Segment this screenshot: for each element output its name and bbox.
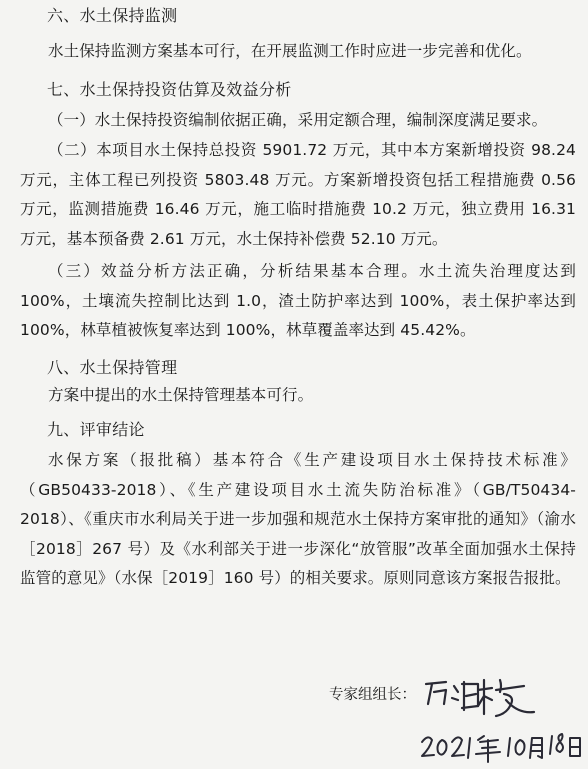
section-7-title: 七、水土保持投资估算及效益分析 <box>47 80 292 99</box>
section-9-body: 水保方案（报批稿）基本符合《生产建设项目水土保持技术标准》（GB50433-2018）、《生产建设项目水土流失防治标准》（GB/T50434-2018）、《重庆市水利局关于进一步加强和规范水土保持方案审批的通知》（渝水［2018］267 号）及《水利部关于进一步深化“放管服”改革全面加强水土保持监管的意见》（水保［2019］160 号）的相关要求。原则同意该方案报告报批。 <box>20 451 576 587</box>
handwritten-date <box>418 728 584 766</box>
section-8-body: 方案中提出的水土保持管理基本可行。 <box>48 386 314 404</box>
section-7-para-3: （三）效益分析方法正确，分析结果基本合理。水土流失治理度达到 100%，土壤流失控制比达到 1.0，渣土防护率达到 100%，表土保护率达到 100%，林草植被恢复率达到 100%，林草覆盖率达到 45.42%。 <box>20 262 576 339</box>
section-6-body: 水土保持监测方案基本可行，在开展监测工作时应进一步完善和优化。 <box>48 42 532 60</box>
section-9-title: 九、评审结论 <box>47 420 145 439</box>
section-7-para-2: （二）本项目水土保持总投资 5901.72 万元，其中本方案新增投资 98.24 万元，主体工程已列投资 5803.48 万元。方案新增投资包括工程措施费 0.56 万元，监测措施费 16.46 万元，施工临时措施费 10.2 万元，独立费用 16.31 万元，基本预备费 2.61 万元，水土保持补偿费 52.10 万元。 <box>20 141 576 248</box>
section-7-para-1: （一）水土保持投资编制依据正确，采用定额合理，编制深度满足要求。 <box>48 111 548 129</box>
signature-label: 专家组组长： <box>329 687 416 703</box>
section-6-title: 六、水土保持监测 <box>47 6 178 25</box>
section-8-title: 八、水土保持管理 <box>47 358 178 377</box>
handwritten-signature <box>420 670 540 720</box>
